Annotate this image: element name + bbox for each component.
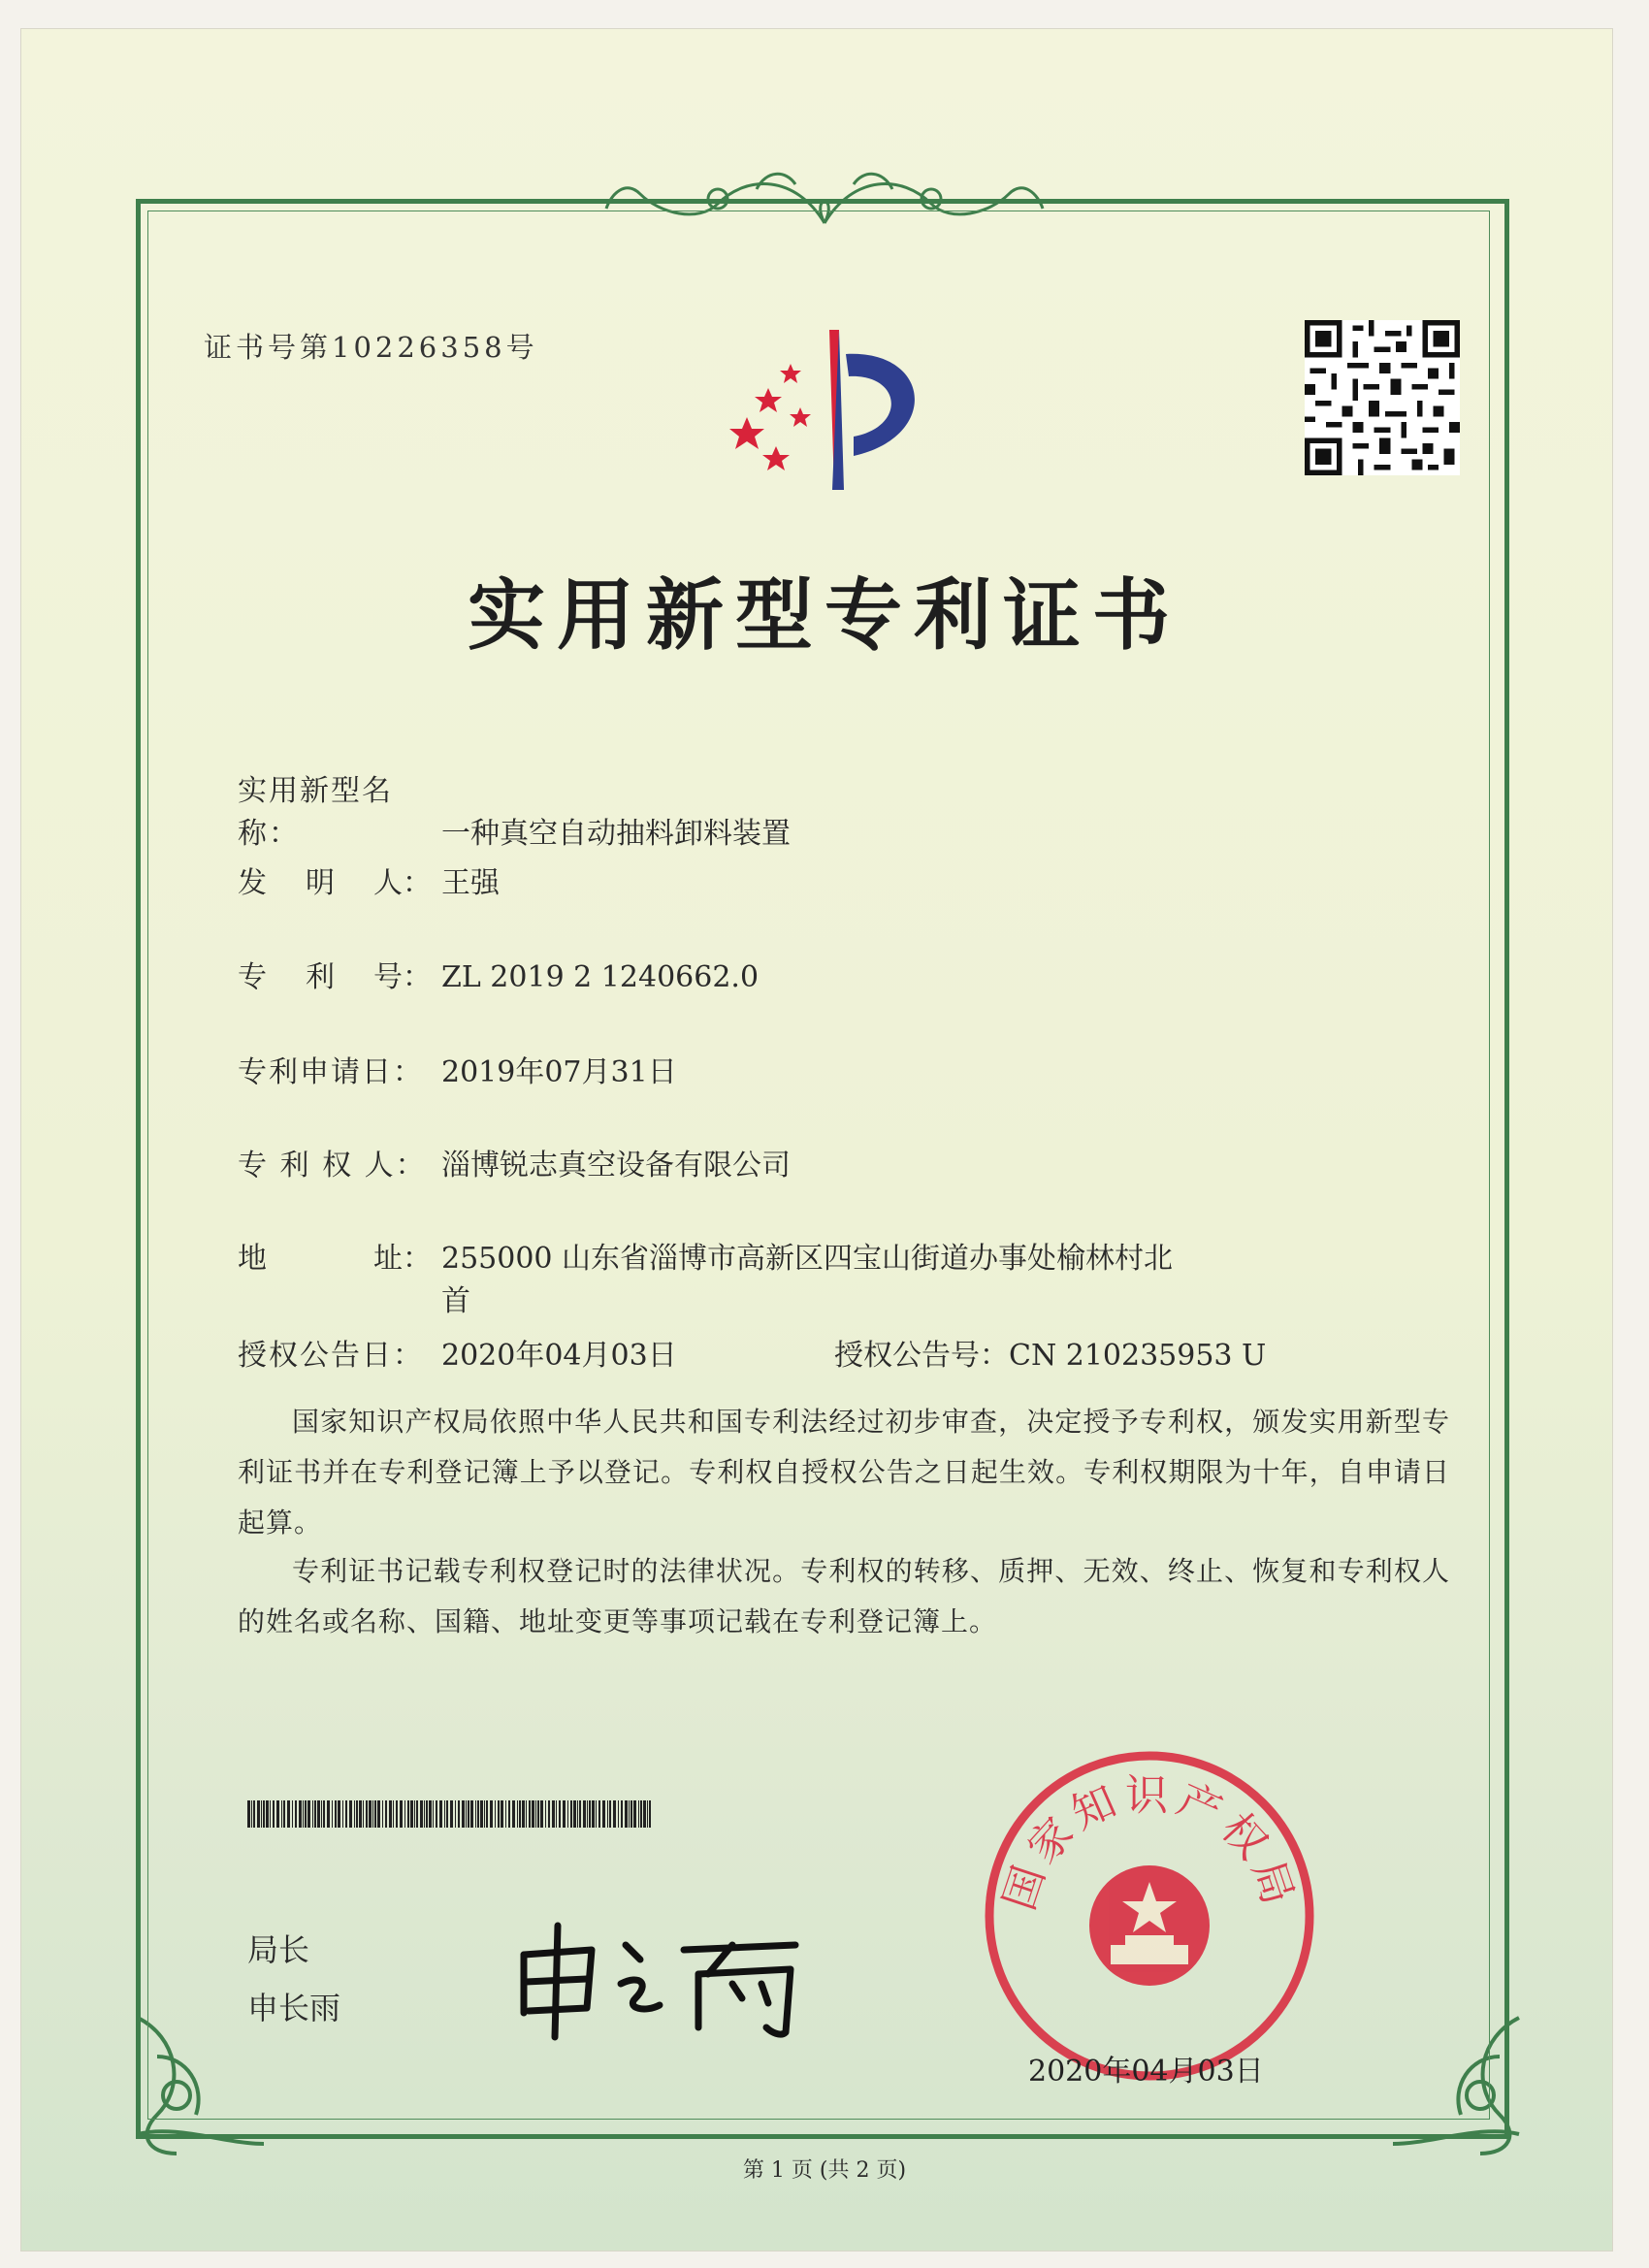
field-patent-number bbox=[238, 953, 759, 995]
field-value: 一种真空自动抽料卸料装置 bbox=[441, 817, 791, 851]
director-name: 申长雨 bbox=[247, 1990, 341, 2026]
director-title: 局长 bbox=[247, 1931, 310, 1968]
certificate-number: 证书号第10226358号 bbox=[204, 331, 538, 364]
director-signature bbox=[504, 1916, 854, 2042]
official-seal-icon bbox=[980, 1746, 1319, 2086]
statement-paragraph: 国家知识产权局依照中华人民共和国专利法经过初步审查，决定授予专利权，颁发实用新型专利证书并在专利登记簿上予以登记。专利权自授权公告之日起生效。专利权期限为十年，自申请日起算。 bbox=[238, 1406, 1450, 1539]
field-label: 专 利 号： bbox=[238, 960, 432, 994]
field-label: 实用新型名称： bbox=[238, 774, 393, 851]
seal-date: 2020年04月03日 bbox=[1028, 2055, 1264, 2089]
field-filing-date bbox=[238, 1048, 677, 1090]
field-value: ZL 2019 2 1240662.0 bbox=[441, 960, 760, 994]
field-label: 授权公告日： bbox=[238, 1339, 424, 1373]
field-value: 2019年07月31日 bbox=[441, 1055, 677, 1089]
field-label: 专 利 权 人： bbox=[238, 1149, 427, 1183]
field-utility-model-name bbox=[238, 766, 791, 852]
patent-office-emblem-icon bbox=[708, 310, 960, 504]
field-publication-number bbox=[834, 1331, 1266, 1374]
qr-code-icon bbox=[1305, 320, 1460, 475]
field-label: 发 明 人： bbox=[238, 866, 432, 900]
field-value: CN 210235953 U bbox=[1009, 1339, 1267, 1373]
statement-paragraph: 专利证书记载专利权登记时的法律状况。专利权的转移、质押、无效、终止、恢复和专利权人的姓名或名称、国籍、地址变更等事项记载在专利登记簿上。 bbox=[238, 1555, 1450, 1637]
seal-text: 国家知识产权局 bbox=[994, 1770, 1305, 1917]
field-label: 地 址： bbox=[238, 1242, 432, 1276]
field-label: 专利申请日： bbox=[238, 1055, 424, 1089]
page-indicator: 第 1 页 (共 2 页) bbox=[742, 2158, 907, 2183]
barcode-icon bbox=[247, 1800, 655, 1828]
field-publication-date bbox=[238, 1331, 677, 1374]
certificate-title: 实用新型专利证书 bbox=[468, 570, 1181, 661]
field-value: 2020年04月03日 bbox=[441, 1339, 677, 1373]
field-address bbox=[238, 1234, 1173, 1277]
field-value: 255000 山东省淄博市高新区四宝山街道办事处榆林村北 bbox=[441, 1242, 1174, 1276]
field-value: 王强 bbox=[441, 866, 500, 900]
field-patentee bbox=[238, 1141, 791, 1183]
field-inventor bbox=[238, 859, 500, 901]
field-value: 淄博锐志真空设备有限公司 bbox=[441, 1149, 791, 1183]
field-label: 授权公告号： bbox=[834, 1339, 1009, 1373]
field-address-continued: 首 bbox=[441, 1284, 470, 1318]
